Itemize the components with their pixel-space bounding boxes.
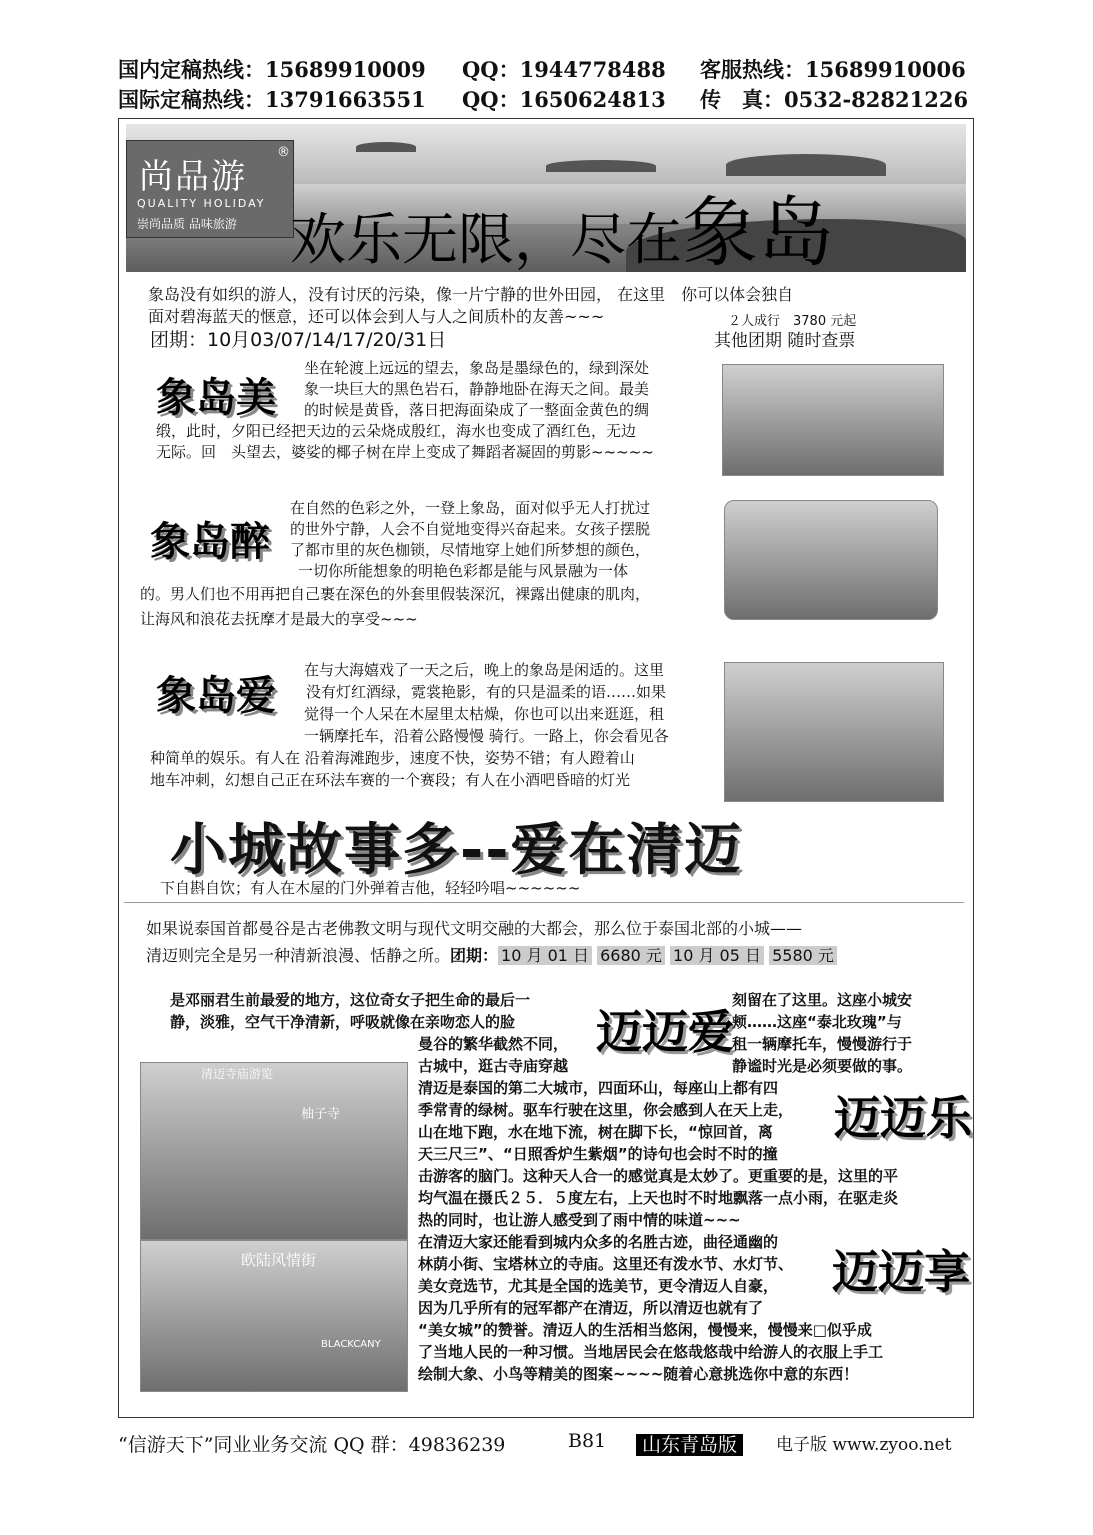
sunset-beach-photo <box>724 662 944 802</box>
cm-line: 击游客的脑门。这种天人合一的感觉真是太妙了。更重要的是，这里的平 <box>418 1167 899 1185</box>
section3-line: 下自斟自饮；有人在木屋的门外弹着吉他，轻轻吟唱~~~~~~ <box>160 879 581 897</box>
section2-line: 了都市里的灰色枷锁，尽情地穿上她们所梦想的颜色， <box>290 541 651 559</box>
chiangmai-title: 小城故事多--爱在清迈 <box>170 818 743 883</box>
section1-line: 缎，此时，夕阳已经把天边的云朵烧成殷红，海水也变成了酒红色，无边 <box>156 422 637 440</box>
footer-site[interactable]: 电子版 www.zyoo.net <box>776 1435 952 1455</box>
section3-line: 地车冲刺，幻想自己正在环法车赛的一个赛段；有人在小酒吧昏暗的灯光 <box>150 771 631 789</box>
cm-line: 在清迈大家还能看到城内众多的名胜古迹，曲径通幽的 <box>418 1233 779 1251</box>
section2-line: 在自然的色彩之外，一登上象岛，面对似乎无人打扰过 <box>290 499 651 517</box>
section2-line: 的。男人们也不用再把自己裹在深色的外套里假装深沉，裸露出健康的肌肉， <box>140 585 651 603</box>
intro-line-1: 象岛没有如织的游人，没有讨厌的污染，像一片宁静的世外田园， 在这里 你可以体会独自 <box>148 285 794 304</box>
island-photo-collage <box>722 364 944 476</box>
tour-dates: 团期：10月03/07/14/17/20/31日 <box>150 329 447 351</box>
cm-line: 山在地下跑，水在地下流，树在脚下长，“惊回首，离 <box>418 1123 773 1141</box>
cm-line: 热的同时，也让游人感受到了雨中情的味道~~~ <box>418 1211 741 1229</box>
cm-line: 林荫小街、宝塔林立的寺庙。这里还有泼水节、水灯节、 <box>418 1255 794 1273</box>
section2-line: 一切你所能想象的明艳色彩都是能与风景融为一体 <box>298 562 629 580</box>
divider <box>124 902 964 903</box>
cm-line: 均气温在摄氏２５．５度左右，上天也时不时地飘落一点小雨，在驱走炎 <box>418 1189 899 1207</box>
cm-line: 静，淡雅，空气干净清新，呼吸就像在亲吻恋人的脸 <box>170 1013 516 1031</box>
cm-line: 季常青的绿树。驱车行驶在这里，你会感到人在天上走， <box>418 1101 794 1119</box>
hotline-domestic: 国内定稿热线：15689910009 <box>118 57 426 82</box>
cm-line: 古城中，逛古寺庙穿越 <box>418 1057 569 1075</box>
cm-line: 是邓丽君生前最爱的地方，这位奇女子把生命的最后一 <box>170 991 531 1009</box>
section3-line: 没有灯红酒绿，霓裳艳影，有的只是温柔的语……如果 <box>306 683 667 701</box>
chiangmai-head-enjoy: 迈迈享 <box>832 1245 970 1299</box>
section3-line: 在与大海嬉戏了一天之后，晚上的象岛是闲适的。这里 <box>304 661 665 679</box>
other-dates: 其他团期 随时查票 <box>714 331 856 351</box>
brand-logo: 尚品游 ® QUALITY HOLIDAY 崇尚品质 品味旅游 <box>126 140 294 238</box>
qq-1: QQ：1944778488 <box>462 57 666 82</box>
section3-line: 觉得一个人呆在木屋里太枯燥，你也可以出来逛逛，租 <box>304 705 665 723</box>
chiangmai-intro-1: 如果说泰国首都曼谷是古老佛教文明与现代文明交融的大都会，那么位于泰国北部的小城—— <box>146 919 803 938</box>
footer-edition: 山东青岛版 <box>636 1430 743 1457</box>
cm-right: 刻留在了这里。这座小城安 <box>732 991 913 1009</box>
section3-line: 种简单的娱乐。有人在 沿着海滩跑步，速度不快，姿势不错；有人蹬着山 <box>150 749 635 767</box>
intro-line-2: 面对碧海蓝天的惬意，还可以体会到人与人之间质朴的友善~~~ <box>148 307 605 326</box>
cm-right: 静谧时光是必须要做的事。 <box>732 1057 913 1075</box>
hotline-service: 客服热线：15689910006 <box>700 57 966 82</box>
chiangmai-intro-2: 清迈则完全是另一种清新浪漫、恬静之所。团期： 10 月 01 日 6680 元 10 月 05 日 5580 元 <box>146 945 837 967</box>
cm-line: 了当地人民的一种习惯。当地居民会在悠哉悠哉中给游人的衣服上手工 <box>418 1343 884 1361</box>
banner-title: 欢乐无限，尽在象岛 <box>290 188 834 277</box>
street-photo: 欧陆风情街 BLACKCANY <box>140 1240 408 1392</box>
cm-line: 美女竞选节，尤其是全国的选美节，更令清迈人自豪， <box>418 1277 779 1295</box>
section1-line: 无际。回 头望去，婆娑的椰子树在岸上变成了舞蹈者凝固的剪影~~~~~ <box>156 443 654 461</box>
hotline-intl: 国际定稿热线：13791663551 <box>118 87 426 112</box>
footer-qq: “信游天下”同业业务交流 QQ 群：49836239 <box>118 1434 506 1456</box>
section2-line: 让海风和浪花去抚摩才是最大的享受~~~ <box>140 610 418 628</box>
cm-line: 曼谷的繁华截然不同， <box>418 1035 569 1053</box>
tour-price: ２人成行 3780 元起 <box>728 314 857 329</box>
cm-line: “美女城”的赞誉。清迈人的生活相当悠闲，慢慢来，慢慢来□似乎成 <box>418 1321 872 1339</box>
chiangmai-head-fun: 迈迈乐 <box>834 1091 972 1145</box>
chiangmai-head-love: 迈迈爱 <box>596 1005 734 1059</box>
section2-line: 的世外宁静，人会不自觉地变得兴奋起来。女孩子摆脱 <box>290 520 651 538</box>
cm-line: 因为几乎所有的冠军都产在清迈，所以清迈也就有了 <box>418 1299 764 1317</box>
cm-line: 清迈是泰国的第二大城市，四面环山，每座山上都有四 <box>418 1079 779 1097</box>
temple-photo: 清迈寺庙游览 柚子寺 <box>140 1062 408 1240</box>
snorkel-photo <box>724 500 938 620</box>
section-title-1: 象岛美 <box>156 375 276 421</box>
section-title-2: 象岛醉 <box>150 519 270 565</box>
section-title-3: 象岛爱 <box>156 673 276 719</box>
footer-page: B81 <box>568 1430 607 1452</box>
qq-2: QQ：1650624813 <box>462 87 666 112</box>
section1-line: 的时候是黄昏，落日把海面染成了一整面金黄色的绸 <box>304 401 650 419</box>
section1-line: 坐在轮渡上远远的望去，象岛是墨绿色的，绿到深处 <box>304 359 650 377</box>
section1-line: 象一块巨大的黑色岩石，静静地卧在海天之间。最美 <box>304 380 650 398</box>
cm-right: 颊……这座“泰北玫瑰”与 <box>732 1013 902 1031</box>
section3-line: 一辆摩托车，沿着公路慢慢 骑行。一路上，你会看见各 <box>304 727 669 745</box>
cm-right: 租一辆摩托车，慢慢游行于 <box>732 1035 913 1053</box>
cm-line: 天三尺三”、“日照香炉生紫烟”的诗句也会时不时的撞 <box>418 1145 778 1163</box>
cm-line: 绘制大象、小鸟等精美的图案~~~~随着心意挑选你中意的东西！ <box>418 1365 859 1383</box>
fax: 传 真：0532-82821226 <box>700 87 969 112</box>
